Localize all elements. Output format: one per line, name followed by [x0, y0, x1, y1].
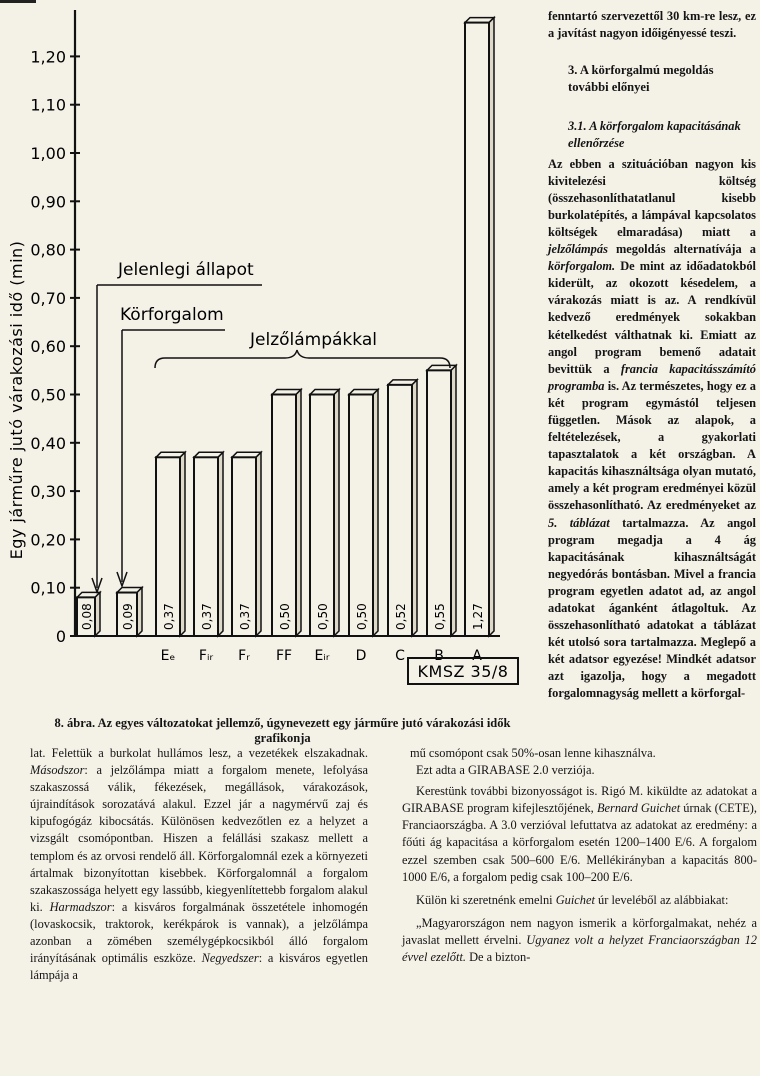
y-tick-label: 1,10 [30, 95, 66, 115]
bar-value-label: 0,37 [200, 603, 214, 630]
mc-paragraph-5: „Magyarországon nem nagyon ismerik a körforgalmakat, nehéz a javaslat mellett érvelni. Ugyanez volt a helyzet Franciaországban 12 évvel ezelőtt. De a bizton- [402, 915, 758, 965]
annotation-roundabout: Körforgalom [120, 305, 224, 325]
stamp-box [408, 658, 518, 684]
x-tick-label: D [355, 648, 367, 664]
bar-value-label: 0,37 [162, 603, 176, 630]
mc-paragraph-3: Kerestünk további bizonyosságot is. Rigó M. kiküldte az adatokat a GIRABASE program kifejlesztőjének, Bernard Guichet úrnak (CETE), Franciaországba. A 3.0 verzióval lefuttatva az adatokat az eredmény: a főúti ág kapacitása a körforgalom esetén 1200–1400 E/6. A forgalom ezzel szemben csak 500–600 E/6. Mellékirányban a kapacitás 800-1000 E/6, a forgalom pedig csak 100–200 E/6. [402, 784, 757, 884]
bar [465, 23, 489, 636]
bar-value-label: 0,08 [80, 603, 94, 630]
y-ticks [30, 47, 80, 646]
x-tick-label: Eₑ [160, 648, 176, 664]
y-tick-label: 0,90 [30, 192, 66, 212]
x-tick-label: Eᵢᵣ [314, 648, 330, 664]
figure-caption: 8. ábra. Az egyes változatokat jellemző, úgynevezett egy járműre jutó várakozási idők grafikonja [54, 716, 511, 745]
bar [349, 395, 373, 637]
x-tick-label: Fᵢᵣ [198, 648, 214, 664]
bar-value-label: 0,50 [316, 603, 330, 630]
bars [77, 18, 494, 636]
x-tick-label: Fᵣ [238, 648, 250, 664]
y-tick-label: 0,40 [30, 433, 66, 453]
rc-paragraph-2: Az ebben a szituációban nagyon kis kivitelezési költség (összehasonlíthatatlanul kisebb burkolatépítés, a lámpával kapcsolatos költségek elmaradása) miatt a jelzőlámpás megoldás alternatívája a körforgalom. De mint az időadatokból kiderült, az okozott késedelem, a várakozás miatt is az. A rendkívül kedvező eredmények sokakban kételkedést válthatnak ki. Emiatt az angol program bemenő adatait bevittük a francia kapacitásszámító programba is. Az természetes, hogy ez a két program egymástól teljesen független. Mások az alapok, a feltételezések, a gyakorlati tapasztalatok a két országban. A kapacitás kihasználtsága olyan mutató, amely a két program eredményei közül összehasonlítható. Az eredményeket az 5. táblázat tartalmazza. Az angol program megadja a 4 ág kapacitásának kihasználtságát negyedórás bontásban. Mivel a francia program egyetlen adatot ad, az angol adatokat áganként átlagoltuk. Az összehasonlítható adatokat a táblázat két utolsó sora tartalmazza. Meglepő a két adatsor egyezése! Mindkét adatsor azt igazolja, hogy a megadott forgalomnagyság mellett a körforgal- [548, 156, 756, 701]
middle-column [402, 745, 757, 966]
annotation-current: Jelenlegi állapot [118, 260, 254, 280]
bar [310, 395, 334, 637]
stamp-text: KMSZ 35/8 [417, 662, 509, 681]
mc-paragraph-4: Külön ki szeretnénk emelni Guichet úr leveléből az alábbiakat: [416, 892, 729, 907]
y-tick-label: 0 [55, 627, 66, 646]
x-tick-label: B [434, 648, 444, 664]
y-tick-label: 0,30 [30, 482, 66, 502]
x-tick-label: FF [275, 648, 293, 664]
bar [427, 370, 451, 636]
y-tick-label: 0,50 [30, 385, 66, 405]
subsection-heading: 3.1. A körforgalom kapacitásának ellenőrzése [568, 119, 741, 151]
bar-value-label: 0,37 [238, 603, 252, 630]
signals-bracket [155, 350, 450, 368]
y-tick-label: 0,20 [30, 530, 66, 550]
y-tick-label: 0,10 [30, 578, 66, 598]
waiting-time-chart [0, 0, 545, 720]
bar-value-label: 0,55 [433, 603, 447, 630]
bar-value-label: 0,50 [278, 603, 292, 630]
bar-value-label: 0,50 [355, 603, 369, 630]
bar-value-label: 0,09 [121, 603, 135, 630]
mc-paragraph-1: mű csomópont csak 50%-osan lenne kihasználva. [410, 746, 656, 760]
section-heading: 3. A körforgalmú megoldás további előnyei [568, 63, 714, 95]
bar [272, 395, 296, 637]
y-tick-label: 0,70 [30, 288, 66, 308]
mc-paragraph-2: Ezt adta a GIRABASE 2.0 verziója. [416, 763, 595, 778]
bar-value-label: 0,52 [394, 603, 408, 630]
rc-paragraph-1: fenntartó szervezettől 30 km-re lesz, ez a javítást nagyon időigényessé teszi. [548, 9, 756, 41]
annotation-signals: Jelzőlámpákkal [250, 330, 377, 350]
right-column [548, 8, 756, 703]
bar [388, 385, 412, 636]
x-tick-label: C [395, 648, 405, 664]
y-tick-label: 1,00 [30, 144, 66, 163]
bar-value-label: 1,27 [471, 603, 485, 630]
y-tick-label: 0,80 [30, 240, 66, 260]
y-tick-label: 0,60 [30, 337, 66, 357]
lc-paragraph: lat. Felettük a burkolat hullámos lesz, a vezetékek elszakadnak. Másodszor: a jelzőlámpa miatt a forgalom menete, lefolyása szakaszossá válik, fékezések, megállások, várakozások, újraindítások sorozatává alakul. Ezzel jár a nagymérvű zaj és kipufogógáz kibocsátás. Különösen kedvezőtlen ez a helyzet a vizsgált csomópontban. Hiszen a felállási szakasz mellett a templom és az orvosi rendelő áll. Körforgalomnál ezek a környezeti ártalmak bizonyítottan kisebbek. Körforgalomnál a forgalom szakaszossága helyett egy lassúbb, kiegyenlítettebb forgalom alakul ki. Harmadszor: a kisváros forgalmának összetétele inhomogén (lovaskocsik, traktorok, kerékpárok is vannak), a jelzőlámpa azonban a zömében személygépkocsikból álló forgalom irányításának optimális eszköze. Negyedszer: a kisváros egyetlen lámpája a [30, 746, 368, 983]
left-column [30, 745, 368, 984]
y-tick-label: 1,20 [30, 47, 66, 67]
x-tick-label: A [472, 648, 482, 664]
y-axis-label: Egy járműre jutó várakozási idő (min) [7, 240, 26, 560]
